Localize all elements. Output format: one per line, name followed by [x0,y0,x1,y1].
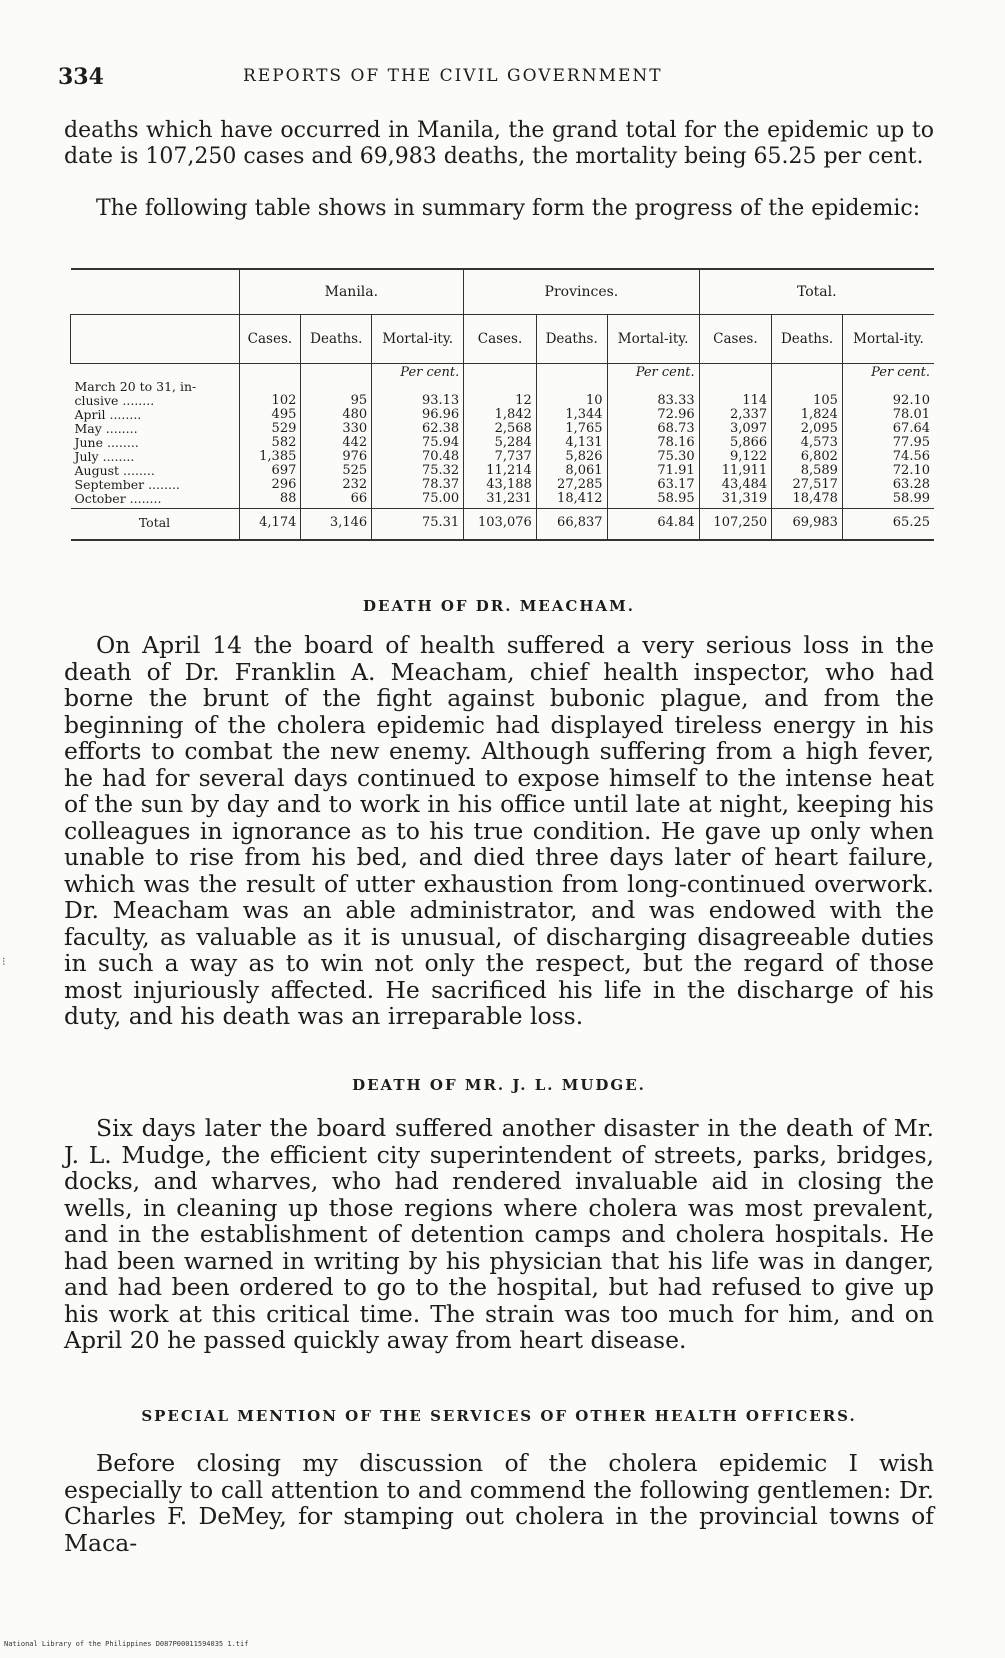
group-manila: Manila. [239,269,464,315]
section-body-mudge: Six days later the board suffered another disaster in the death of Mr. J. L. Mudge, the efficient city superintendent of streets, parks, bridges, docks, and wharves, who had rendered invaluable aid in closing the wells, in cleaning up those regions where cholera was most prevalent, and in the establishment of detention camps and cholera hospitals. He had been warned in writing by his physician that his life was in danger, and had been ordered to go to the hospital, but had refused to give up his work at this critical time. The strain was too much for him, and on April 20 he passed quickly away from heart disease. [64,1114,934,1354]
manila-deaths-column [301,364,372,509]
table-cell: 102 [271,393,297,408]
col-total-deaths: Deaths. [772,315,843,364]
table-cell: 58.99 [892,491,930,506]
table-cell: 10 [586,393,603,408]
table-cell: 63.28 [892,477,930,492]
table-cell: 43,484 [721,477,768,492]
table-cell: 72.10 [892,463,930,478]
scan-artifact: ⁝ [2,955,6,968]
table-body-row [71,364,935,509]
month-label: April ........ [74,407,142,422]
month-label: May ........ [74,421,138,436]
total-total-mortality: 65.25 [842,509,934,541]
table-cell: 72.96 [657,407,695,422]
table-cell: 582 [271,435,297,450]
table-cell: 27,517 [792,477,838,492]
table-cell: 105 [813,393,838,408]
table-cell: 5,866 [729,435,768,450]
table-cell: 976 [342,449,368,464]
manila-mortality-column [372,364,464,509]
table-cell: 1,385 [259,449,297,464]
table-cell: 2,337 [729,407,768,422]
provinces-mortality-column [607,364,699,509]
total-label: Total [71,509,240,541]
manila-cases-column [239,364,301,509]
total-cases-column [699,364,772,509]
total-provinces-deaths: 66,837 [536,509,607,541]
table-cell: 43,188 [486,477,532,492]
table-cell: 88 [279,491,297,506]
table-cell: 3,097 [729,421,768,436]
table-cell: 70.48 [421,449,460,464]
table-cell: 68.73 [657,421,695,436]
table-cell: 92.10 [892,393,930,408]
intro-paragraph: deaths which have occurred in Manila, the grand total for the epidemic up to date is 107,250 cases and 69,983 deaths, the mortality being 65.25 per cent. [64,118,934,169]
scan-footer: National Library of the Philippines D087P00011594035 1.tif [4,1640,249,1648]
table-cell: 27,285 [557,477,603,492]
table-cell: 31,319 [721,491,768,506]
running-title: REPORTS OF THE CIVIL GOVERNMENT [243,66,663,86]
table-cell: 2,568 [494,421,532,436]
section-body-meacham: On April 14 the board of health suffered a very serious loss in the death of Dr. Franklin A. Meacham, chief health inspector, who had borne the brunt of the fight against bubonic plague, and from the beginning of the cholera epidemic had displayed tireless energy in his efforts to combat the new enemy. Although suffering from a high fever, he had for several days continued to expose himself to the intense heat of the sun by day and to work in his office until late at night, keeping his colleagues in ignorance as to his true condition. He gave up only when unable to rise from his bed, and died three days later of heart failure, which was the result of utter exhaustion from long-continued overwork. Dr. Meacham was an able administrator, and was endowed with the faculty, as valuable as it is unusual, of discharging disagreeable duties in such a way as to win not only the respect, but the regard of those most injuriously affected. He sacrificed his life in the discharge of his duty, and his death was an irreparable loss. [64,631,934,1030]
table-cell: 442 [342,435,368,450]
table-cell: 83.33 [657,393,695,408]
table-cell: 5,284 [494,435,532,450]
per-cent-label: Per cent. [871,365,930,380]
month-label: September ........ [74,477,180,492]
table-cell: 480 [342,407,368,422]
section-heading-other-officers: SPECIAL MENTION OF THE SERVICES OF OTHER HEALTH OFFICERS. [141,1407,857,1425]
page-number: 334 [58,64,104,90]
table-cell: 232 [342,477,368,492]
month-label: October ........ [74,491,162,506]
table-intro-paragraph: The following table shows in summary form the progress of the epidemic: [96,196,921,221]
table-cell: 1,824 [800,407,838,422]
total-provinces-mortality: 64.84 [607,509,699,541]
total-total-cases: 107,250 [699,509,772,541]
table-cell: 4,573 [800,435,838,450]
page-header [58,58,928,92]
section-body-other-officers: Before closing my discussion of the cholera epidemic I wish especially to call attention to and commend the following gentlemen: Dr. Charles F. DeMey, for stamping out cholera in the provincial towns of Maca- [64,1449,934,1557]
table-cell: 75.94 [421,435,460,450]
group-header-row [71,269,935,315]
table-cell: 525 [342,463,368,478]
table-cell: 7,737 [494,449,532,464]
total-manila-cases: 4,174 [239,509,301,541]
table-cell: 495 [271,407,297,422]
table-cell: 78.16 [657,435,695,450]
total-manila-deaths: 3,146 [301,509,372,541]
table-cell: 8,061 [565,463,603,478]
table-cell: 529 [271,421,297,436]
total-mortality-column [842,364,934,509]
section-heading-meacham: DEATH OF DR. MEACHAM. [363,597,635,615]
table-cell: 58.95 [657,491,695,506]
table-cell: 18,478 [792,491,838,506]
month-label: June ........ [74,435,139,450]
total-deaths-column [772,364,843,509]
table-cell: 75.30 [657,449,695,464]
table-cell: 6,802 [800,449,838,464]
table-cell: 77.95 [892,435,930,450]
table-cell: 12 [515,393,532,408]
table-cell: 330 [342,421,368,436]
total-row [71,509,935,541]
table-cell: 75.00 [421,491,460,506]
table-cell: 296 [271,477,297,492]
per-cent-label: Per cent. [635,365,695,380]
table-cell: 63.17 [657,477,695,492]
table-cell: 74.56 [892,449,930,464]
month-label: August ........ [74,463,155,478]
table-cell: 1,765 [565,421,603,436]
table-cell: 114 [742,393,768,408]
col-total-mortality: Mortal-ity. [842,315,934,364]
table-cell: 75.32 [421,463,460,478]
table-cell: 18,412 [557,491,603,506]
table-cell: 93.13 [421,393,460,408]
col-manila-cases: Cases. [239,315,301,364]
table-cell: 697 [271,463,297,478]
section-heading-mudge: DEATH OF MR. J. L. MUDGE. [352,1076,646,1094]
table-cell: 67.64 [892,421,930,436]
table-cell: 9,122 [729,449,768,464]
table-cell: 4,131 [565,435,603,450]
total-manila-mortality: 75.31 [372,509,464,541]
total-total-deaths: 69,983 [772,509,843,541]
col-provinces-mortality: Mortal-ity. [607,315,699,364]
table-cell: 11,214 [486,463,532,478]
table-cell: 11,911 [721,463,768,478]
table-cell: 96.96 [421,407,460,422]
epidemic-summary-table [70,268,934,541]
group-provinces: Provinces. [464,269,699,315]
table-cell: 31,231 [486,491,532,506]
subheader-row [71,315,935,364]
provinces-cases-column [464,364,537,509]
per-cent-label: Per cent. [400,365,460,380]
total-provinces-cases: 103,076 [464,509,537,541]
table-cell: 1,344 [565,407,603,422]
table-cell: 8,589 [800,463,838,478]
table-cell: 66 [350,491,368,506]
col-total-cases: Cases. [699,315,772,364]
col-provinces-cases: Cases. [464,315,537,364]
table-cell: 2,095 [800,421,838,436]
col-provinces-deaths: Deaths. [536,315,607,364]
month-label: July ........ [74,449,135,464]
col-manila-deaths: Deaths. [301,315,372,364]
table-cell: 78.01 [892,407,930,422]
table-cell: 78.37 [421,477,460,492]
table-cell: 71.91 [657,463,695,478]
group-total: Total. [699,269,934,315]
provinces-deaths-column [536,364,607,509]
col-manila-mortality: Mortal-ity. [372,315,464,364]
table-cell: 1,842 [494,407,532,422]
table-cell: 5,826 [565,449,603,464]
month-label: March 20 to 31, in-clusive ........ [74,379,197,408]
table-cell: 95 [350,393,368,408]
table-cell: 62.38 [421,421,460,436]
month-column [71,364,240,509]
